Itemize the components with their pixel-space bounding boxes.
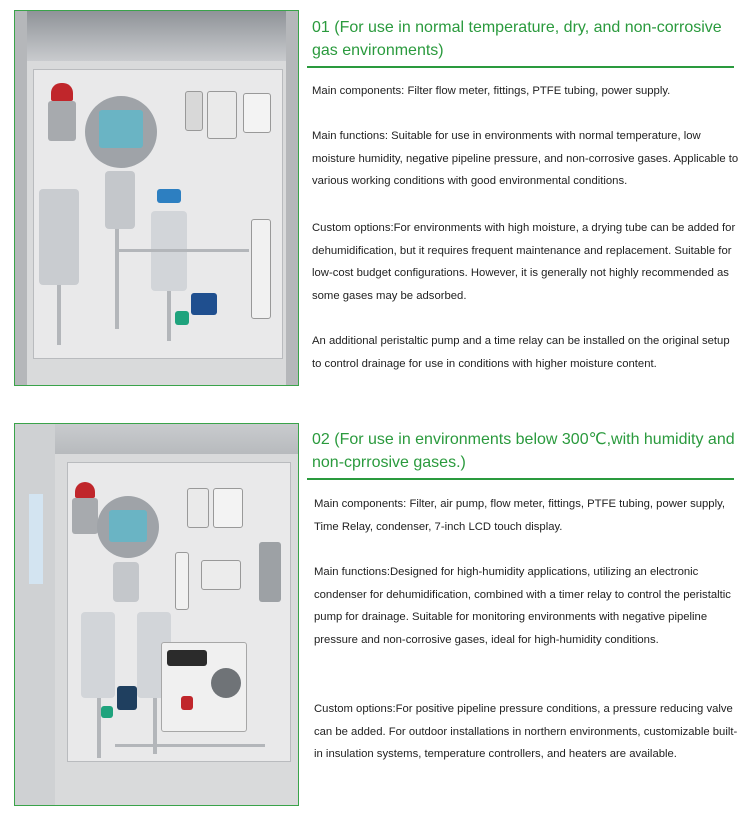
main-functions-text: Main functions:Designed for high-humidity applications, utilizing an electronic condenser for dehumidification, combined with a timer relay to control the peristaltic pump for drainage. Suitable for monitoring environments with negative pipeline pressure and non-corrosive gases, ideal for high-humidity conditions. xyxy=(314,566,731,646)
flow-meter xyxy=(251,219,271,319)
custom-options-text: Custom options:For positive pipeline pressure conditions, a pressure reducing valve can be added. For outdoor installations in northern environments, customizable built-in insulation systems, temperature controllers, and heaters are available. xyxy=(314,703,738,761)
main-components-text: Main components: Filter, air pump, flow meter, fittings, PTFE tubing, power supply, Time Relay, condenser, 7-inch LCD touch display. xyxy=(314,498,726,533)
gas-tube-4 xyxy=(119,249,249,252)
cabinet-lid xyxy=(15,424,298,454)
cabinet-left-wall xyxy=(15,11,27,385)
detector-display xyxy=(109,510,147,542)
gas-tube-1 xyxy=(57,285,61,345)
power-supply-unit xyxy=(207,91,237,139)
gas-tube-1 xyxy=(97,698,101,758)
custom-options-text: Custom options:For environments with high moisture, a drying tube can be added for dehumidification, but it requires frequent maintenance and replacement. Suitable for low-cost budget configurations. However, it is generally not highly recommended as some gases may be adsorbed. xyxy=(312,222,736,302)
configuration-section-2 xyxy=(0,415,750,814)
cabinet-lid xyxy=(15,11,298,61)
filter-head-blue xyxy=(157,189,181,203)
detector-sensor-head xyxy=(113,562,139,602)
alarm-light-base xyxy=(48,101,76,141)
gas-analyzer-cabinet-photo-1 xyxy=(14,10,299,386)
condenser-fan-icon xyxy=(211,668,241,698)
alarm-light-icon xyxy=(75,482,95,498)
main-functions-text: Main functions: Suitable for use in environments with normal temperature, low moisture humidity, negative pipeline pressure, and non-corrosive gases. Applicable to various working conditions with good environmental conditions. xyxy=(312,130,739,188)
time-relay xyxy=(201,560,241,590)
alarm-light-base xyxy=(72,498,98,534)
circuit-breaker xyxy=(243,93,271,133)
terminal-block xyxy=(185,91,203,131)
circuit-breaker xyxy=(213,488,243,528)
power-switch xyxy=(181,696,193,710)
section-heading: 02 (For use in environments below 300℃,with humidity and non-cprrosive gases.) xyxy=(312,431,735,471)
heading-underline xyxy=(307,66,734,68)
section-heading: 01 (For use in normal temperature, dry, and non-corrosive gas environments) xyxy=(312,19,722,59)
door-label xyxy=(29,494,43,584)
cooling-fan-icon xyxy=(259,542,281,602)
pump-valve xyxy=(101,706,113,718)
filter-bowl-left xyxy=(81,612,115,698)
filter-bowl-left xyxy=(39,189,79,285)
configuration-section-1 xyxy=(0,0,750,400)
alarm-light-icon xyxy=(51,83,73,101)
detector-display xyxy=(99,110,143,148)
pump-valve xyxy=(175,311,189,325)
condenser-display xyxy=(167,650,207,666)
gas-tube-2 xyxy=(115,229,119,329)
gas-tube-3 xyxy=(167,291,171,341)
gas-analyzer-cabinet-photo-2 xyxy=(14,423,299,806)
cabinet-right-wall xyxy=(286,11,298,385)
cabinet-door xyxy=(15,424,55,806)
heading-underline xyxy=(307,478,734,480)
main-components-text: Main components: Filter flow meter, fittings, PTFE tubing, power supply. xyxy=(312,85,671,97)
flow-meter xyxy=(175,552,189,610)
gas-tube-3 xyxy=(115,744,265,747)
detector-sensor-head xyxy=(105,171,135,229)
additional-options-text: An additional peristaltic pump and a time relay can be installed on the original setup to control drainage for use in conditions with higher moisture content. xyxy=(312,335,730,370)
peristaltic-pump xyxy=(117,686,137,710)
power-supply-unit xyxy=(187,488,209,528)
air-pump xyxy=(191,293,217,315)
